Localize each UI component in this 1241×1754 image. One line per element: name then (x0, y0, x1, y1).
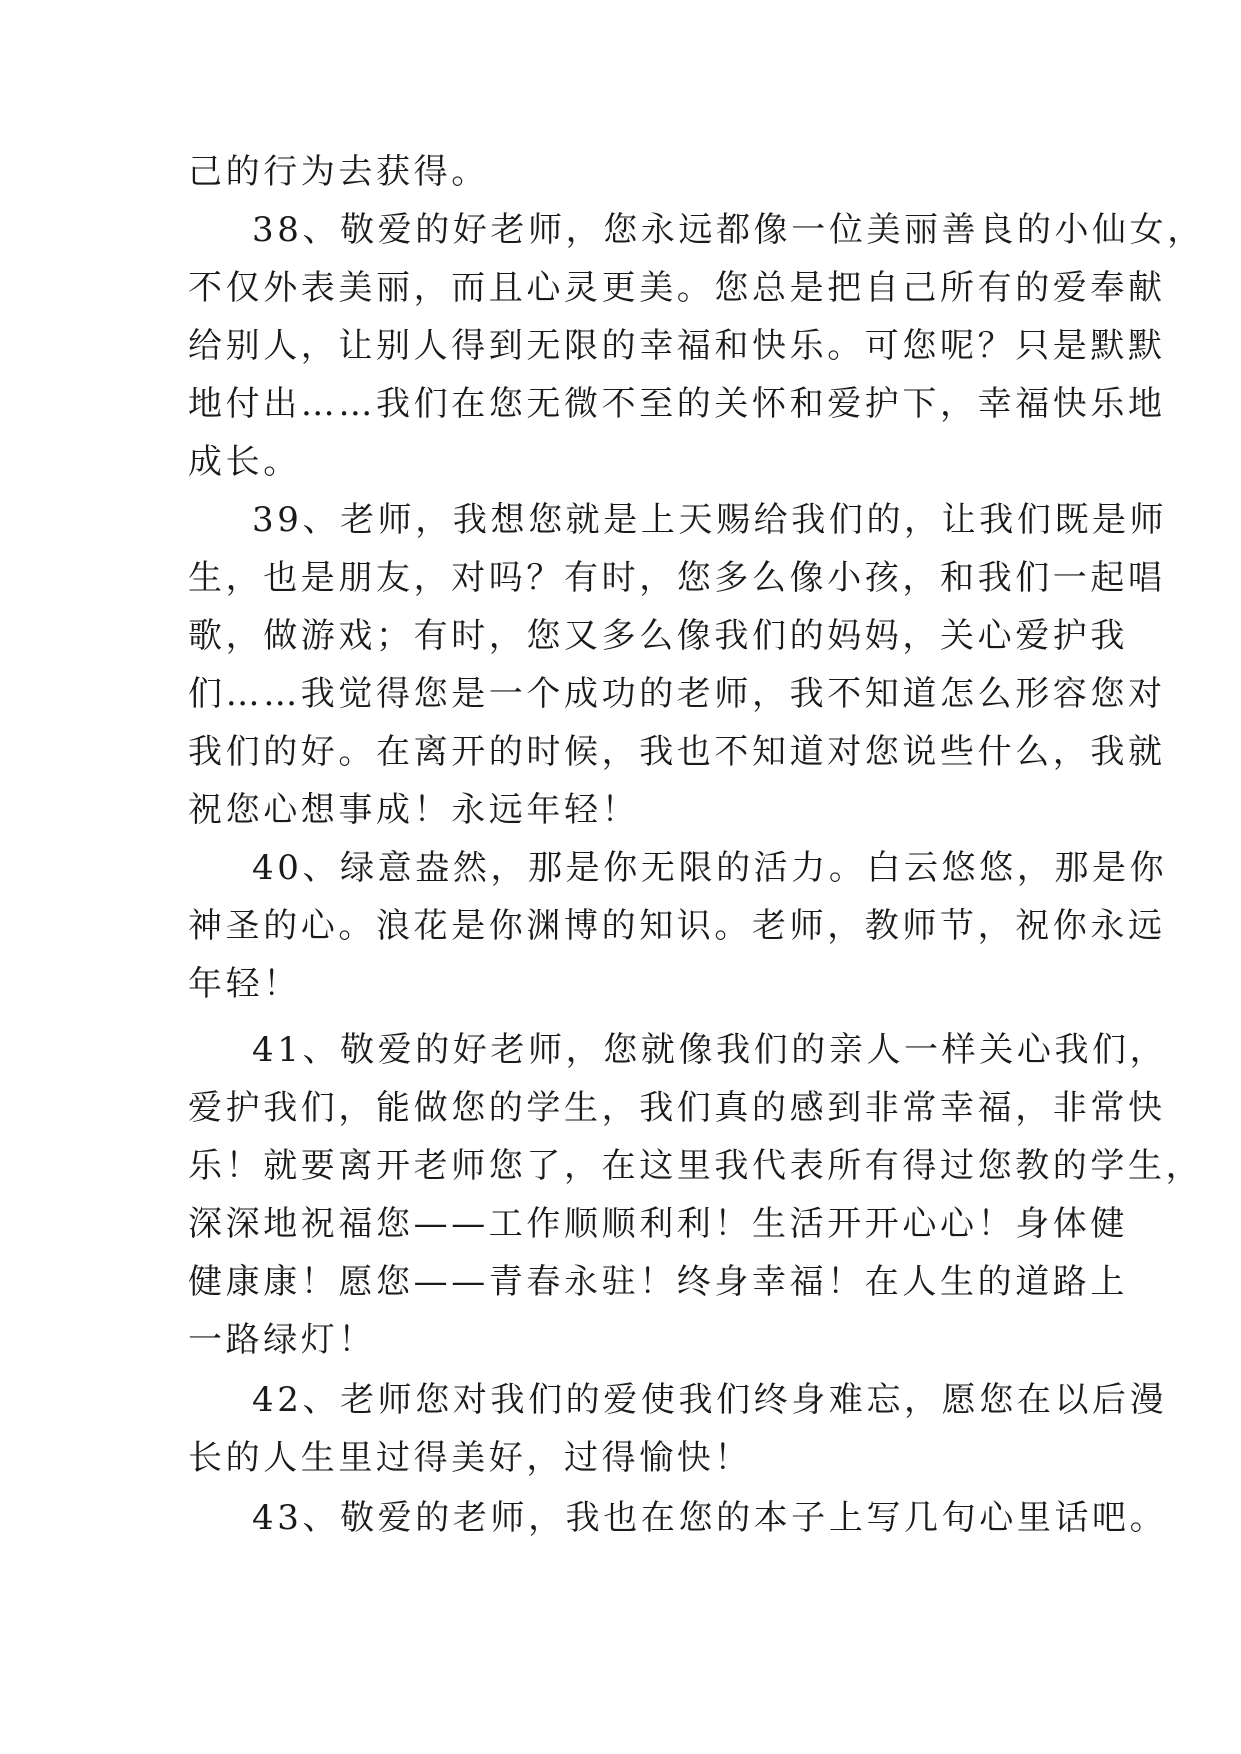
text-line: 41、敬爱的好老师，您就像我们的亲人一样关心我们， (252, 1030, 1168, 1070)
text-line: 38、敬爱的好老师，您永远都像一位美丽善良的小仙女， (252, 210, 1205, 250)
text-line: 成长。 (188, 442, 301, 482)
text-line: 深深地祝福您——工作顺顺利利！生活开开心心！身体健 (188, 1204, 1128, 1244)
text-line: 给别人，让别人得到无限的幸福和快乐。可您呢？只是默默 (188, 326, 1166, 366)
text-line: 不仅外表美丽，而且心灵更美。您总是把自己所有的爱奉献 (188, 268, 1166, 308)
text-line: 39、老师，我想您就是上天赐给我们的，让我们既是师 (252, 500, 1168, 540)
text-line: 爱护我们，能做您的学生，我们真的感到非常幸福，非常快 (188, 1088, 1166, 1128)
text-line: 40、绿意盎然，那是你无限的活力。白云悠悠，那是你 (252, 848, 1168, 888)
text-line: 己的行为去获得。 (188, 152, 489, 192)
text-line: 神圣的心。浪花是你渊博的知识。老师，教师节，祝你永远 (188, 906, 1166, 946)
text-line: 年轻！ (188, 964, 301, 1004)
text-line: 们……我觉得您是一个成功的老师，我不知道怎么形容您对 (188, 674, 1166, 714)
text-line: 43、敬爱的老师，我也在您的本子上写几句心里话吧。 (252, 1498, 1168, 1538)
text-line: 乐！就要离开老师您了，在这里我代表所有得过您教的学生， (188, 1146, 1204, 1186)
text-line: 一路绿灯！ (188, 1320, 376, 1360)
text-line: 地付出……我们在您无微不至的关怀和爱护下，幸福快乐地 (188, 384, 1166, 424)
text-line: 长的人生里过得美好，过得愉快！ (188, 1438, 752, 1478)
text-line: 健康康！愿您——青春永驻！终身幸福！在人生的道路上 (188, 1262, 1128, 1302)
text-line: 42、老师您对我们的爱使我们终身难忘，愿您在以后漫 (252, 1380, 1168, 1420)
text-line: 我们的好。在离开的时候，我也不知道对您说些什么，我就 (188, 732, 1166, 772)
text-line: 歌，做游戏；有时，您又多么像我们的妈妈，关心爱护我 (188, 616, 1128, 656)
text-line: 祝您心想事成！永远年轻！ (188, 790, 640, 830)
text-line: 生，也是朋友，对吗？有时，您多么像小孩，和我们一起唱 (188, 558, 1166, 598)
